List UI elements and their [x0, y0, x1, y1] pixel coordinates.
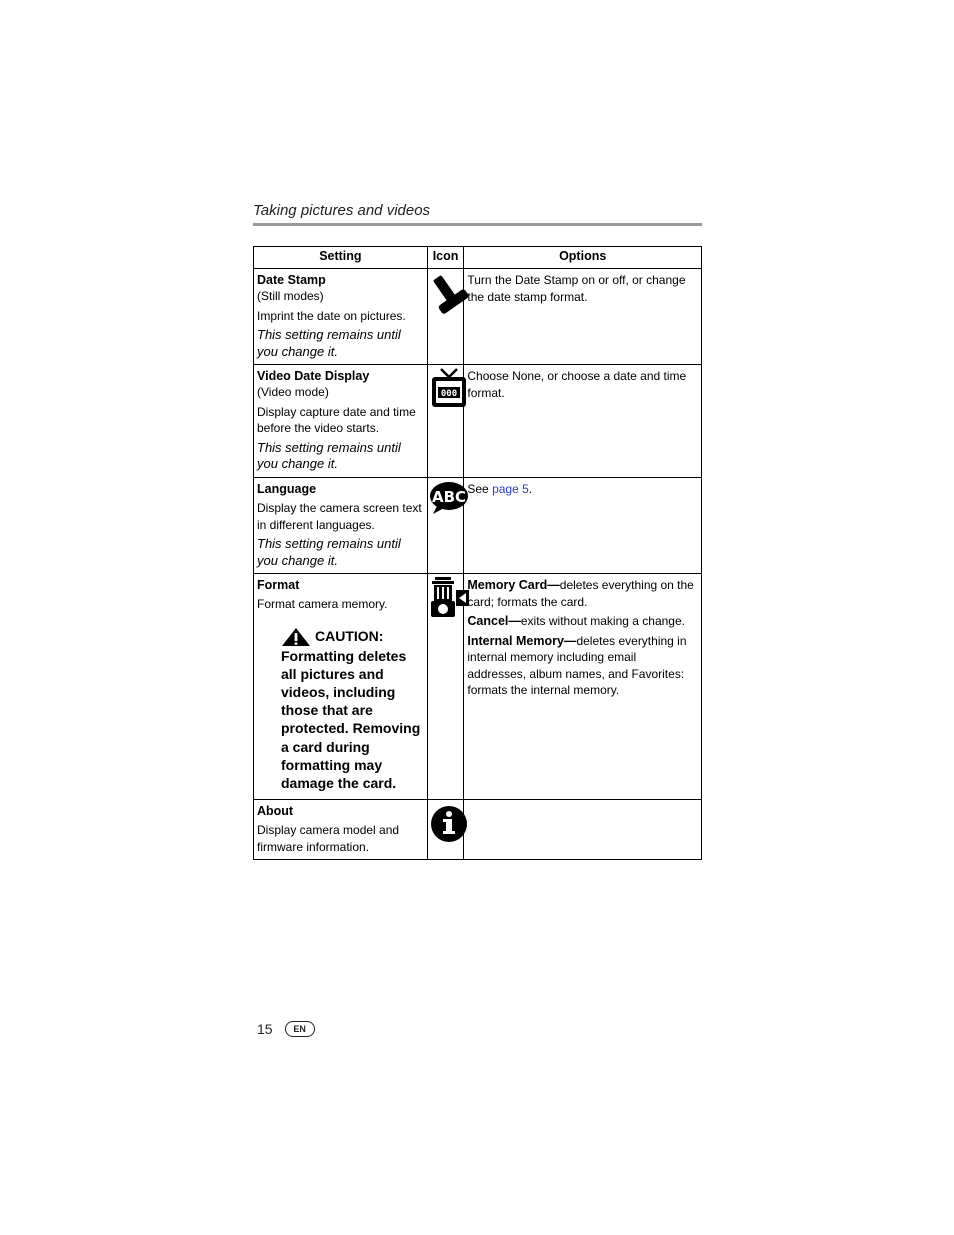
options-cell: [464, 269, 702, 365]
setting-cell: [254, 574, 428, 800]
options-item-cancel: [467, 613, 698, 630]
language-icon: [429, 480, 469, 516]
setting-cell: [254, 478, 428, 574]
setting-note: This setting remains until you change it.: [257, 327, 401, 359]
icon-cell: [427, 574, 464, 800]
caution-label: CAUTION:: [315, 628, 384, 645]
setting-name: Video Date Display: [257, 369, 370, 383]
options-item-internal-memory: [467, 633, 698, 699]
setting-mode: (Still modes): [257, 289, 324, 303]
options-item-text: exits without making a change.: [520, 614, 685, 628]
options-text: [467, 481, 698, 498]
options-cell: [464, 800, 702, 860]
table-header-row: [254, 247, 702, 269]
info-icon: [429, 802, 469, 842]
language-badge: EN: [285, 1021, 315, 1037]
options-text: Turn the Date Stamp on or off, or change the date stamp format.: [467, 273, 686, 304]
options-cell: [464, 365, 702, 478]
options-item-label: Cancel—: [467, 614, 521, 628]
setting-note: This setting remains until you change it.: [257, 439, 401, 471]
setting-description: Display camera model and firmware information.: [257, 823, 400, 854]
video-date-icon-text: 000: [440, 389, 457, 399]
options-item-label: Internal Memory—: [467, 633, 577, 648]
page-link[interactable]: page 5: [492, 482, 529, 496]
options-item-text: deletes everything in internal memory including email addresses, album names, and Favorites: formats the internal memory.: [467, 633, 687, 697]
setting-name: Format: [257, 578, 300, 592]
caution-text: Formatting deletes all pictures and videos, including those that are protected. Removing a card during formatting may damage the card.: [281, 647, 421, 791]
table-row-video-date-display: [254, 365, 702, 478]
settings-table: [253, 246, 702, 860]
setting-note: This setting remains until you change it.: [257, 536, 401, 568]
column-header-setting: Setting: [254, 247, 428, 269]
options-item-text: deletes everything on the card; formats the card.: [467, 578, 694, 609]
options-cell: [464, 574, 702, 800]
header-rule: [253, 223, 702, 226]
setting-name: Language: [257, 482, 317, 496]
date-stamp-icon: [429, 271, 469, 315]
table-row-format: [254, 574, 702, 800]
table-row-date-stamp: [254, 269, 702, 365]
setting-description: Imprint the date on pictures.: [257, 308, 406, 323]
options-item-label: Memory Card—: [467, 578, 560, 592]
setting-cell: [254, 365, 428, 478]
setting-cell: [254, 269, 428, 365]
icon-cell: [427, 800, 464, 860]
setting-description: Display the camera screen text in different languages.: [257, 501, 422, 532]
table-row-language: [254, 478, 702, 574]
options-item-memory-card: [467, 577, 698, 610]
options-text: Choose None, or choose a date and time format.: [467, 369, 687, 400]
page-footer: [257, 1021, 315, 1037]
format-trash-icon: [429, 576, 471, 620]
options-prefix: See: [467, 482, 493, 496]
warning-icon: [281, 627, 311, 647]
language-icon-text: ABC: [431, 488, 466, 506]
setting-name: About: [257, 804, 294, 818]
table-row-about: [254, 800, 702, 860]
setting-description: Display capture date and time before the video starts.: [257, 404, 416, 435]
setting-mode: (Video mode): [257, 385, 329, 399]
column-header-icon: Icon: [427, 247, 464, 269]
setting-description: Format camera memory.: [257, 597, 388, 611]
icon-cell: [427, 478, 464, 574]
setting-cell: [254, 800, 428, 860]
caution-heading: [281, 627, 424, 647]
page-header-title: Taking pictures and videos: [253, 202, 431, 219]
setting-name: Date Stamp: [257, 273, 326, 287]
page-number: 15: [257, 1021, 273, 1037]
icon-cell: [427, 365, 464, 478]
options-cell: [464, 478, 702, 574]
caution-block: [281, 627, 424, 793]
column-header-options: Options: [464, 247, 702, 269]
icon-cell: [427, 269, 464, 365]
options-suffix: .: [528, 482, 533, 496]
video-date-display-icon: [429, 367, 469, 411]
